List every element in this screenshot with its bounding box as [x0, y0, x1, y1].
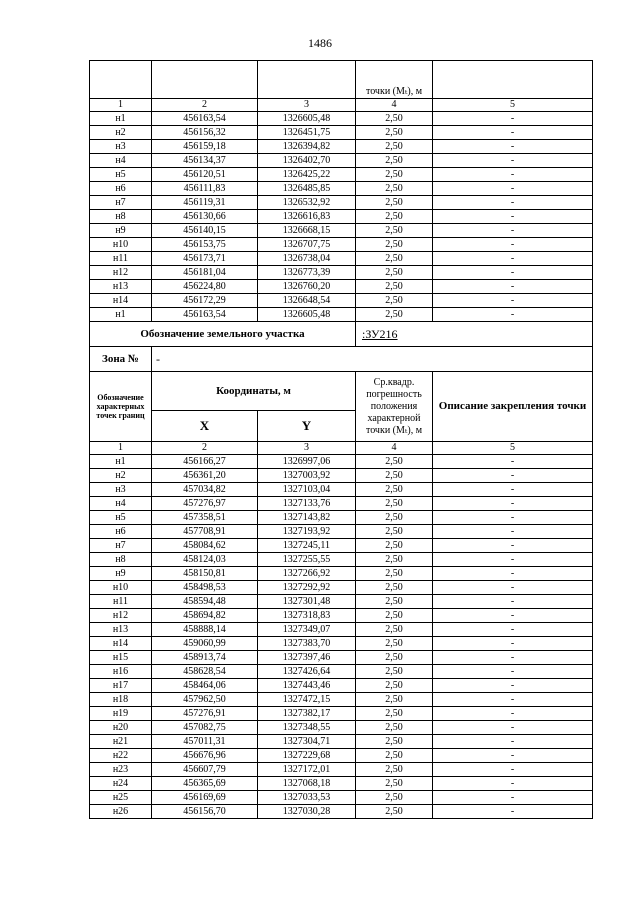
column-number-row	[90, 442, 593, 455]
point-id: н4	[90, 497, 152, 511]
coord-y: 1326738,04	[258, 252, 356, 266]
fixing-description: -	[433, 497, 593, 511]
accuracy: 2,50	[356, 679, 433, 693]
accuracy: 2,50	[356, 126, 433, 140]
accuracy: 2,50	[356, 749, 433, 763]
accuracy: 2,50	[356, 469, 433, 483]
accuracy: 2,50	[356, 455, 433, 469]
coord-y: 1327255,55	[258, 553, 356, 567]
accuracy: 2,50	[356, 280, 433, 294]
table-row	[90, 637, 593, 651]
parcel-label: Обозначение земельного участка	[90, 322, 356, 347]
coord-x: 456163,54	[152, 308, 258, 322]
coord-y: 1326773,39	[258, 266, 356, 280]
point-id: н19	[90, 707, 152, 721]
coord-y: 1326605,48	[258, 112, 356, 126]
point-id: н2	[90, 126, 152, 140]
fixing-description: -	[433, 511, 593, 525]
coord-x: 458594,48	[152, 595, 258, 609]
table-row	[90, 182, 593, 196]
fixing-description: -	[433, 651, 593, 665]
coord-x: 456153,75	[152, 238, 258, 252]
coord-y: 1326616,83	[258, 210, 356, 224]
coord-x: 456676,96	[152, 749, 258, 763]
coord-y: 1327292,92	[258, 581, 356, 595]
coord-x: 456140,15	[152, 224, 258, 238]
coord-y: 1326648,54	[258, 294, 356, 308]
point-id: н7	[90, 539, 152, 553]
fixing-description: -	[433, 553, 593, 567]
table-row	[90, 497, 593, 511]
coord-x: 456166,27	[152, 455, 258, 469]
table-row	[90, 294, 593, 308]
description-header: Описание закрепления точки	[433, 372, 593, 442]
point-id: н14	[90, 294, 152, 308]
point-id: н11	[90, 595, 152, 609]
accuracy: 2,50	[356, 553, 433, 567]
accuracy: 2,50	[356, 182, 433, 196]
parcel-row	[90, 322, 593, 347]
accuracy: 2,50	[356, 294, 433, 308]
coord-y: 1327172,01	[258, 763, 356, 777]
coord-y: 1326394,82	[258, 140, 356, 154]
coord-y: 1326425,22	[258, 168, 356, 182]
column-number: 2	[152, 99, 258, 112]
coord-x: 458124,03	[152, 553, 258, 567]
accuracy: 2,50	[356, 637, 433, 651]
accuracy: 2,50	[356, 224, 433, 238]
table-row	[90, 539, 593, 553]
point-id: н4	[90, 154, 152, 168]
coord-x: 456361,20	[152, 469, 258, 483]
accuracy: 2,50	[356, 609, 433, 623]
table-row	[90, 224, 593, 238]
point-id: н8	[90, 553, 152, 567]
table-row	[90, 455, 593, 469]
point-id: н12	[90, 609, 152, 623]
coord-x: 456120,51	[152, 168, 258, 182]
point-id: н20	[90, 721, 152, 735]
table-row	[90, 623, 593, 637]
fixing-description: -	[433, 735, 593, 749]
accuracy: 2,50	[356, 651, 433, 665]
accuracy-header: Ср.квадр. погрешность положения характерной точки (Mₜ), м	[356, 372, 433, 442]
fixing-description: -	[433, 252, 593, 266]
coord-y: 1327383,70	[258, 637, 356, 651]
column-number: 3	[258, 442, 356, 455]
coord-x: 458913,74	[152, 651, 258, 665]
column-number: 5	[433, 99, 593, 112]
point-id: н21	[90, 735, 152, 749]
fixing-description: -	[433, 126, 593, 140]
point-id: н6	[90, 525, 152, 539]
coord-x: 457708,91	[152, 525, 258, 539]
fixing-description: -	[433, 224, 593, 238]
point-id: н17	[90, 679, 152, 693]
coord-y: 1327426,64	[258, 665, 356, 679]
accuracy: 2,50	[356, 791, 433, 805]
coord-x: 457034,82	[152, 483, 258, 497]
coord-x: 457358,51	[152, 511, 258, 525]
accuracy: 2,50	[356, 238, 433, 252]
point-id: н25	[90, 791, 152, 805]
table-row	[90, 567, 593, 581]
point-id: н14	[90, 637, 152, 651]
fixing-description: -	[433, 679, 593, 693]
fixing-description: -	[433, 483, 593, 497]
coord-x: 458084,62	[152, 539, 258, 553]
header-cell	[258, 61, 356, 99]
coord-y: 1327397,46	[258, 651, 356, 665]
point-id: н3	[90, 483, 152, 497]
accuracy: 2,50	[356, 805, 433, 819]
table-row	[90, 707, 593, 721]
table-row	[90, 154, 593, 168]
coord-y: 1327318,83	[258, 609, 356, 623]
accuracy: 2,50	[356, 595, 433, 609]
top-header-row	[90, 61, 593, 99]
table-row	[90, 280, 593, 294]
fixing-description: -	[433, 525, 593, 539]
coord-y: 1327266,92	[258, 567, 356, 581]
fixing-description: -	[433, 294, 593, 308]
parcel-number: :ЗУ216	[356, 322, 593, 347]
table-row	[90, 126, 593, 140]
point-id: н18	[90, 693, 152, 707]
fixing-description: -	[433, 280, 593, 294]
coord-x: 458150,81	[152, 567, 258, 581]
coord-y: 1327245,11	[258, 539, 356, 553]
coord-x: 458888,14	[152, 623, 258, 637]
coord-x: 458498,53	[152, 581, 258, 595]
coord-x: 457276,91	[152, 707, 258, 721]
fixing-description: -	[433, 665, 593, 679]
coord-x: 456181,04	[152, 266, 258, 280]
coordinates-header: Координаты, м	[152, 372, 356, 411]
column-number: 2	[152, 442, 258, 455]
fixing-description: -	[433, 609, 593, 623]
point-id: н13	[90, 623, 152, 637]
point-id: н24	[90, 777, 152, 791]
point-id: н26	[90, 805, 152, 819]
zone-label: Зона №	[90, 347, 152, 372]
points-header: Обозначение характерных точек границ	[90, 372, 152, 442]
coord-x: 457962,50	[152, 693, 258, 707]
fixing-description: -	[433, 469, 593, 483]
fixing-description: -	[433, 623, 593, 637]
table-row	[90, 581, 593, 595]
fixing-description: -	[433, 567, 593, 581]
fixing-description: -	[433, 637, 593, 651]
fixing-description: -	[433, 196, 593, 210]
accuracy: 2,50	[356, 154, 433, 168]
accuracy: 2,50	[356, 483, 433, 497]
coord-y: 1327301,48	[258, 595, 356, 609]
coord-x: 456365,69	[152, 777, 258, 791]
fixing-description: -	[433, 112, 593, 126]
accuracy: 2,50	[356, 168, 433, 182]
coord-y: 1326760,20	[258, 280, 356, 294]
coord-x: 456163,54	[152, 112, 258, 126]
accuracy: 2,50	[356, 567, 433, 581]
fixing-description: -	[433, 182, 593, 196]
fixing-description: -	[433, 595, 593, 609]
fixing-description: -	[433, 539, 593, 553]
accuracy: 2,50	[356, 266, 433, 280]
table-row	[90, 791, 593, 805]
table-row	[90, 252, 593, 266]
accuracy: 2,50	[356, 525, 433, 539]
point-id: н22	[90, 749, 152, 763]
accuracy: 2,50	[356, 665, 433, 679]
point-id: н15	[90, 651, 152, 665]
table-row	[90, 749, 593, 763]
table-row	[90, 595, 593, 609]
accuracy: 2,50	[356, 252, 433, 266]
fixing-description: -	[433, 238, 593, 252]
point-id: н1	[90, 112, 152, 126]
coord-y: 1327133,76	[258, 497, 356, 511]
table-row	[90, 196, 593, 210]
fixing-description: -	[433, 266, 593, 280]
table-row	[90, 210, 593, 224]
accuracy-header-fragment: точки (Mₜ), м	[356, 61, 433, 99]
accuracy: 2,50	[356, 623, 433, 637]
accuracy: 2,50	[356, 210, 433, 224]
coord-y: 1327103,04	[258, 483, 356, 497]
coord-x: 456134,37	[152, 154, 258, 168]
table-row	[90, 238, 593, 252]
table-row	[90, 609, 593, 623]
accuracy: 2,50	[356, 308, 433, 322]
point-id: н11	[90, 252, 152, 266]
fixing-description: -	[433, 693, 593, 707]
coord-y: 1327349,07	[258, 623, 356, 637]
coord-y: 1327229,68	[258, 749, 356, 763]
point-id: н9	[90, 224, 152, 238]
accuracy: 2,50	[356, 693, 433, 707]
fixing-description: -	[433, 805, 593, 819]
coord-y: 1327068,18	[258, 777, 356, 791]
fixing-description: -	[433, 791, 593, 805]
table-row	[90, 693, 593, 707]
point-id: н13	[90, 280, 152, 294]
coord-y: 1327472,15	[258, 693, 356, 707]
table-row	[90, 553, 593, 567]
coord-y: 1327193,92	[258, 525, 356, 539]
coord-x: 456607,79	[152, 763, 258, 777]
fixing-description: -	[433, 210, 593, 224]
column-number: 1	[90, 442, 152, 455]
coord-y: 1327143,82	[258, 511, 356, 525]
coord-y: 1327348,55	[258, 721, 356, 735]
column-number-row	[90, 99, 593, 112]
fixing-description: -	[433, 168, 593, 182]
table-row	[90, 651, 593, 665]
x-header: X	[152, 411, 258, 442]
point-id: н23	[90, 763, 152, 777]
fixing-description: -	[433, 455, 593, 469]
table-row	[90, 112, 593, 126]
coord-y: 1326668,15	[258, 224, 356, 238]
accuracy: 2,50	[356, 721, 433, 735]
table-row	[90, 483, 593, 497]
fixing-description: -	[433, 721, 593, 735]
accuracy: 2,50	[356, 735, 433, 749]
zone-row	[90, 347, 593, 372]
point-id: н3	[90, 140, 152, 154]
coord-y: 1327382,17	[258, 707, 356, 721]
accuracy: 2,50	[356, 140, 433, 154]
table-row	[90, 665, 593, 679]
point-id: н12	[90, 266, 152, 280]
accuracy: 2,50	[356, 763, 433, 777]
zone-value: -	[152, 347, 593, 372]
accuracy: 2,50	[356, 581, 433, 595]
table-row	[90, 721, 593, 735]
point-id: н7	[90, 196, 152, 210]
point-id: н5	[90, 168, 152, 182]
coord-x: 459060,99	[152, 637, 258, 651]
table-row	[90, 469, 593, 483]
coord-x: 456173,71	[152, 252, 258, 266]
fixing-description: -	[433, 308, 593, 322]
point-id: н16	[90, 665, 152, 679]
coord-x: 456172,29	[152, 294, 258, 308]
coord-x: 456169,69	[152, 791, 258, 805]
coord-y: 1327443,46	[258, 679, 356, 693]
point-id: н6	[90, 182, 152, 196]
point-id: н8	[90, 210, 152, 224]
coord-x: 456224,80	[152, 280, 258, 294]
table-row	[90, 735, 593, 749]
coord-x: 456130,66	[152, 210, 258, 224]
fixing-description: -	[433, 749, 593, 763]
accuracy: 2,50	[356, 777, 433, 791]
coord-y: 1327003,92	[258, 469, 356, 483]
coord-x: 456111,83	[152, 182, 258, 196]
column-number: 5	[433, 442, 593, 455]
fixing-description: -	[433, 154, 593, 168]
coord-x: 457082,75	[152, 721, 258, 735]
point-id: н5	[90, 511, 152, 525]
coord-x: 456156,32	[152, 126, 258, 140]
fixing-description: -	[433, 777, 593, 791]
column-number: 4	[356, 99, 433, 112]
table-row	[90, 805, 593, 819]
coord-x: 458464,06	[152, 679, 258, 693]
table-row	[90, 763, 593, 777]
coord-y: 1327033,53	[258, 791, 356, 805]
coord-x: 456159,18	[152, 140, 258, 154]
table-row	[90, 168, 593, 182]
table-row	[90, 511, 593, 525]
column-number: 4	[356, 442, 433, 455]
table-row	[90, 525, 593, 539]
coord-y: 1326402,70	[258, 154, 356, 168]
coord-y: 1326451,75	[258, 126, 356, 140]
point-id: н10	[90, 581, 152, 595]
accuracy: 2,50	[356, 539, 433, 553]
fixing-description: -	[433, 581, 593, 595]
table-row	[90, 308, 593, 322]
accuracy: 2,50	[356, 497, 433, 511]
accuracy: 2,50	[356, 511, 433, 525]
coord-y: 1327304,71	[258, 735, 356, 749]
coord-y: 1326997,06	[258, 455, 356, 469]
y-header: Y	[258, 411, 356, 442]
column-number: 1	[90, 99, 152, 112]
fixing-description: -	[433, 140, 593, 154]
coord-y: 1326532,92	[258, 196, 356, 210]
fixing-description: -	[433, 763, 593, 777]
point-id: н9	[90, 567, 152, 581]
table-row	[90, 679, 593, 693]
page-number: 1486	[308, 36, 332, 50]
coord-x: 457011,31	[152, 735, 258, 749]
header-cell	[90, 61, 152, 99]
accuracy: 2,50	[356, 196, 433, 210]
coord-y: 1327030,28	[258, 805, 356, 819]
coord-y: 1326605,48	[258, 308, 356, 322]
point-id: н1	[90, 308, 152, 322]
coord-x: 456156,70	[152, 805, 258, 819]
coord-x: 458628,54	[152, 665, 258, 679]
coord-y: 1326485,85	[258, 182, 356, 196]
fixing-description: -	[433, 707, 593, 721]
coord-x: 458694,82	[152, 609, 258, 623]
point-id: н1	[90, 455, 152, 469]
coord-y: 1326707,75	[258, 238, 356, 252]
point-id: н10	[90, 238, 152, 252]
accuracy: 2,50	[356, 707, 433, 721]
table-row	[90, 140, 593, 154]
coordinates-table	[89, 60, 593, 819]
header-row-1	[90, 372, 593, 411]
header-cell	[152, 61, 258, 99]
point-id: н2	[90, 469, 152, 483]
accuracy: 2,50	[356, 112, 433, 126]
coord-x: 456119,31	[152, 196, 258, 210]
header-cell	[433, 61, 593, 99]
column-number: 3	[258, 99, 356, 112]
table-row	[90, 266, 593, 280]
table-row	[90, 777, 593, 791]
coord-x: 457276,97	[152, 497, 258, 511]
